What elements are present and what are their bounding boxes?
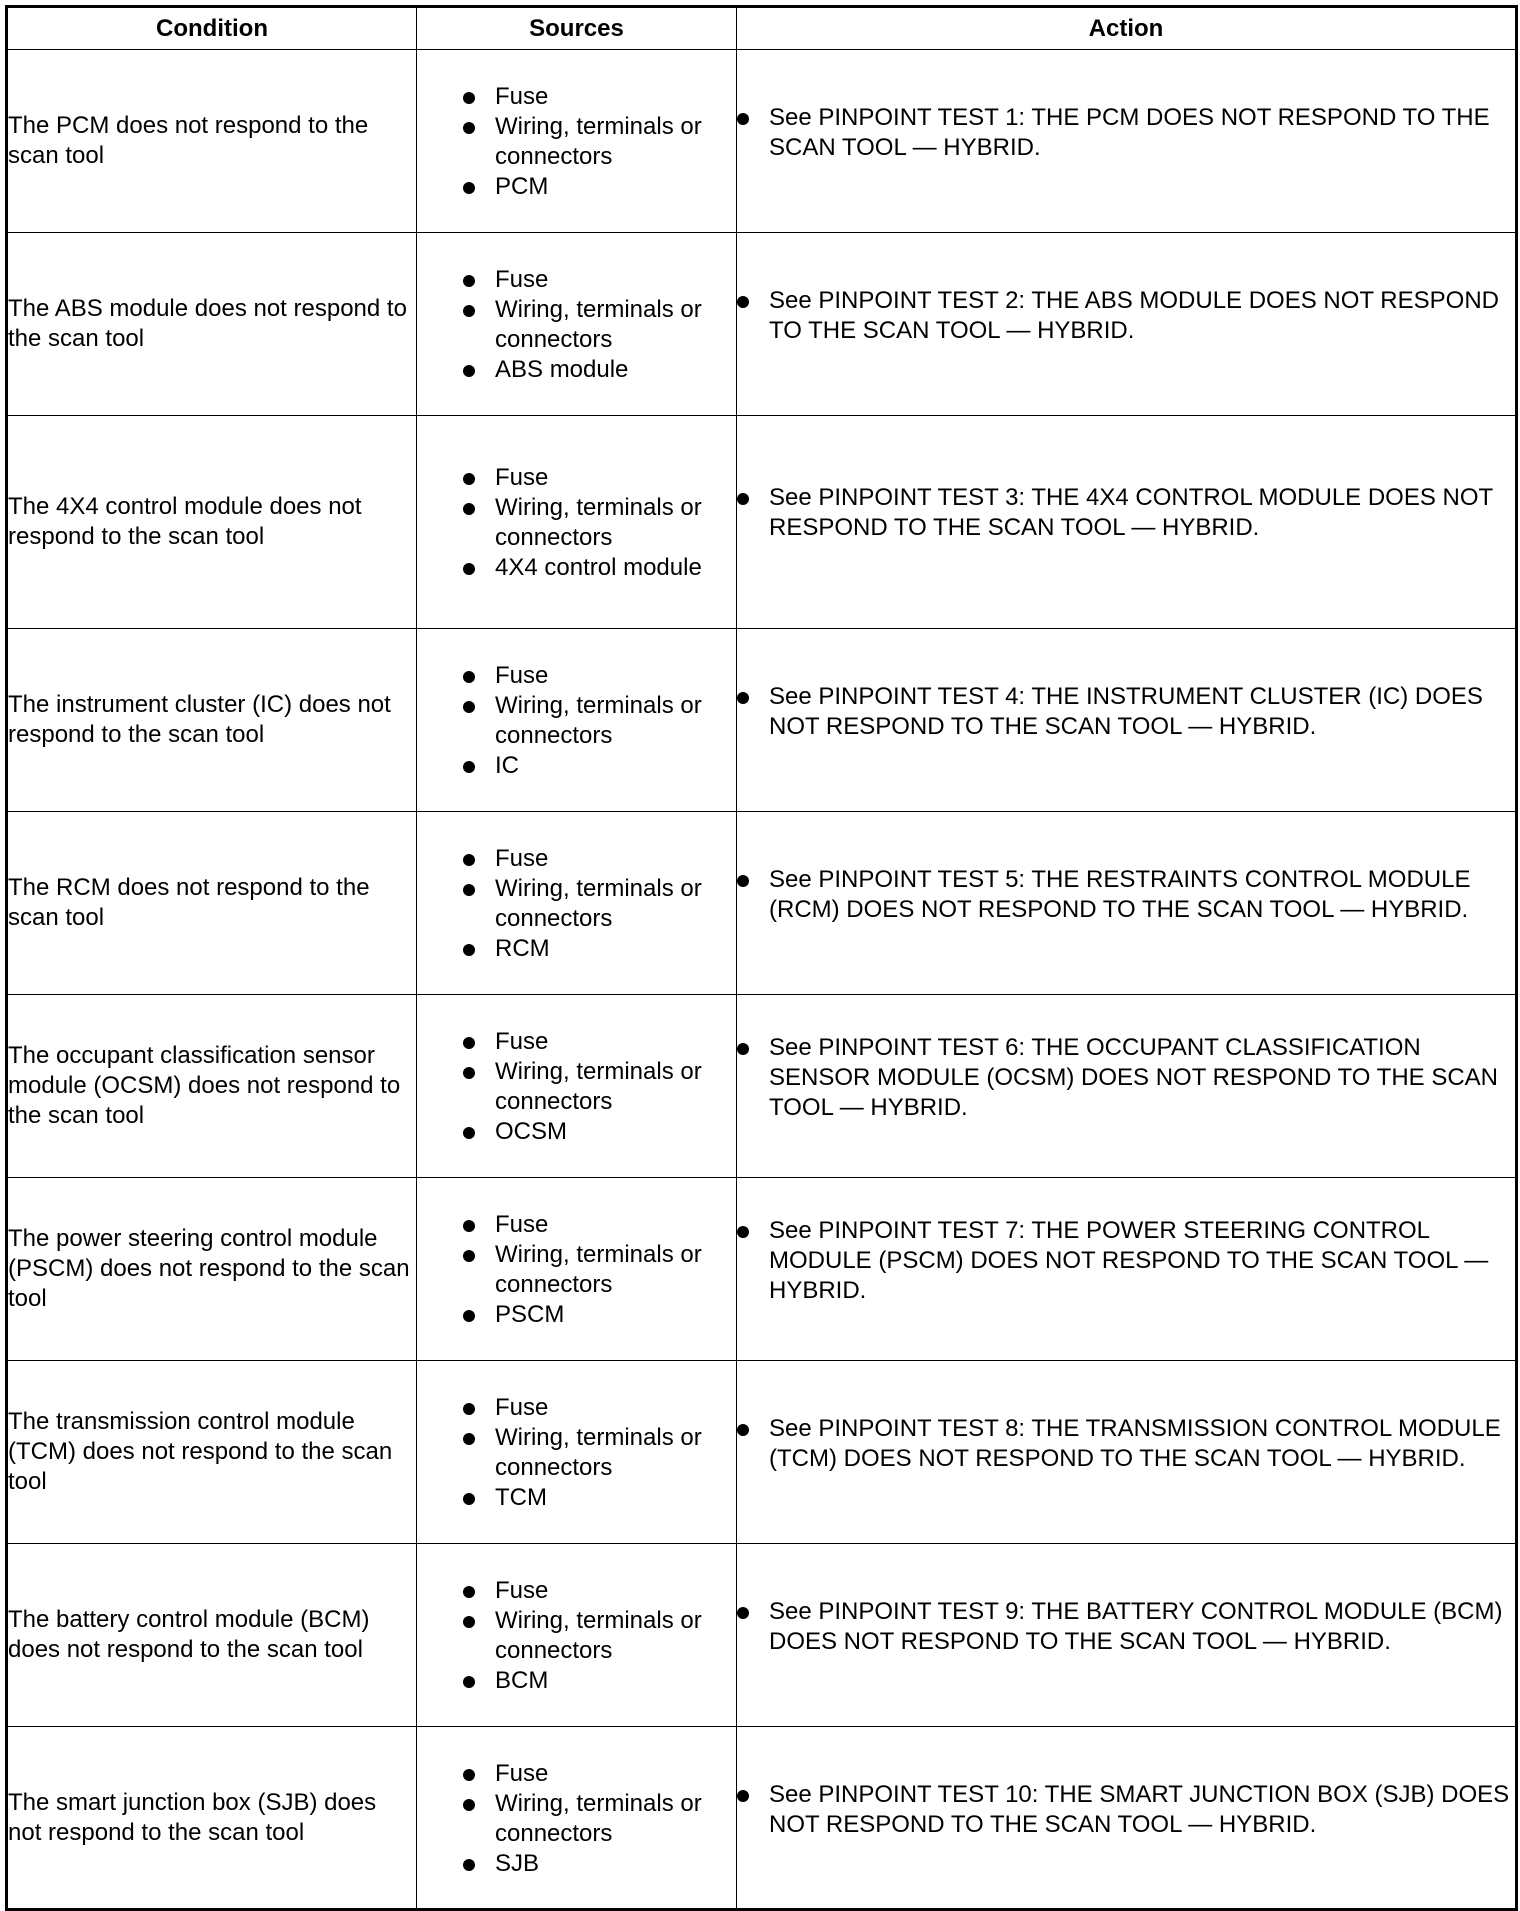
- source-item: PCM: [463, 172, 726, 202]
- action-text: See PINPOINT TEST 2: THE ABS MODULE DOES NOT RESPOND TO THE SCAN TOOL — HYBRID.: [737, 286, 1515, 346]
- source-item: Wiring, terminals or connectors: [463, 295, 726, 355]
- action-cell: [737, 812, 1517, 995]
- condition-cell: The power steering control module (PSCM) does not respond to the scan tool: [7, 1178, 417, 1361]
- source-item: Wiring, terminals or connectors: [463, 1423, 726, 1483]
- action-text: See PINPOINT TEST 3: THE 4X4 CONTROL MODULE DOES NOT RESPOND TO THE SCAN TOOL — HYBRID.: [737, 483, 1515, 543]
- sources-list: [417, 259, 736, 389]
- action-cell: [737, 416, 1517, 629]
- action-text: See PINPOINT TEST 10: THE SMART JUNCTION BOX (SJB) DOES NOT RESPOND TO THE SCAN TOOL — HYBRID.: [737, 1780, 1515, 1840]
- action-cell: [737, 1361, 1517, 1544]
- action-cell: [737, 1178, 1517, 1361]
- sources-list: [417, 1204, 736, 1334]
- table-row: [7, 812, 1517, 995]
- sources-cell: [417, 416, 737, 629]
- source-item: Wiring, terminals or connectors: [463, 1606, 726, 1666]
- sources-list: [417, 1753, 736, 1883]
- sources-cell: [417, 995, 737, 1178]
- sources-cell: [417, 629, 737, 812]
- condition-cell: The PCM does not respond to the scan tool: [7, 50, 417, 233]
- source-item: Fuse: [463, 265, 726, 295]
- source-item: TCM: [463, 1483, 726, 1513]
- action-cell: [737, 1727, 1517, 1910]
- sources-list: [417, 838, 736, 968]
- sources-list: [417, 1387, 736, 1517]
- table-header-row: [7, 7, 1517, 50]
- action-cell: [737, 629, 1517, 812]
- source-item: Wiring, terminals or connectors: [463, 874, 726, 934]
- source-item: IC: [463, 751, 726, 781]
- action-cell: [737, 1544, 1517, 1727]
- sources-list: [417, 655, 736, 785]
- source-item: Fuse: [463, 82, 726, 112]
- table-row: [7, 995, 1517, 1178]
- source-item: Fuse: [463, 661, 726, 691]
- source-item: ABS module: [463, 355, 726, 385]
- source-item: Fuse: [463, 1576, 726, 1606]
- header-condition: Condition: [7, 7, 417, 50]
- action-cell: [737, 995, 1517, 1178]
- table-row: [7, 629, 1517, 812]
- source-item: PSCM: [463, 1300, 726, 1330]
- action-text: See PINPOINT TEST 8: THE TRANSMISSION CONTROL MODULE (TCM) DOES NOT RESPOND TO THE SCAN TOOL — HYBRID.: [737, 1414, 1515, 1474]
- sources-cell: [417, 1178, 737, 1361]
- sources-list: [417, 76, 736, 206]
- condition-cell: The 4X4 control module does not respond to the scan tool: [7, 416, 417, 629]
- condition-cell: The battery control module (BCM) does not respond to the scan tool: [7, 1544, 417, 1727]
- sources-list: [417, 457, 736, 587]
- source-item: Fuse: [463, 463, 726, 493]
- action-text: See PINPOINT TEST 1: THE PCM DOES NOT RESPOND TO THE SCAN TOOL — HYBRID.: [737, 103, 1515, 163]
- action-cell: [737, 233, 1517, 416]
- source-item: Wiring, terminals or connectors: [463, 691, 726, 751]
- condition-cell: The transmission control module (TCM) does not respond to the scan tool: [7, 1361, 417, 1544]
- sources-cell: [417, 50, 737, 233]
- source-item: BCM: [463, 1666, 726, 1696]
- sources-cell: [417, 1544, 737, 1727]
- sources-cell: [417, 812, 737, 995]
- source-item: Fuse: [463, 844, 726, 874]
- header-action: Action: [737, 7, 1517, 50]
- action-text: See PINPOINT TEST 6: THE OCCUPANT CLASSIFICATION SENSOR MODULE (OCSM) DOES NOT RESPOND TO THE SCAN TOOL — HYBRID.: [737, 1033, 1515, 1123]
- source-item: 4X4 control module: [463, 553, 726, 583]
- source-item: SJB: [463, 1849, 726, 1879]
- diagnostic-table: [5, 5, 1518, 1911]
- source-item: Fuse: [463, 1027, 726, 1057]
- action-text: See PINPOINT TEST 4: THE INSTRUMENT CLUSTER (IC) DOES NOT RESPOND TO THE SCAN TOOL — HYBRID.: [737, 682, 1515, 742]
- table-row: [7, 50, 1517, 233]
- action-text: See PINPOINT TEST 5: THE RESTRAINTS CONTROL MODULE (RCM) DOES NOT RESPOND TO THE SCAN TOOL — HYBRID.: [737, 865, 1515, 925]
- action-text: See PINPOINT TEST 7: THE POWER STEERING CONTROL MODULE (PSCM) DOES NOT RESPOND TO THE SCAN TOOL — HYBRID.: [737, 1216, 1515, 1306]
- source-item: Wiring, terminals or connectors: [463, 1240, 726, 1300]
- source-item: Fuse: [463, 1393, 726, 1423]
- source-item: RCM: [463, 934, 726, 964]
- source-item: Fuse: [463, 1759, 726, 1789]
- table-row: [7, 416, 1517, 629]
- condition-cell: The smart junction box (SJB) does not respond to the scan tool: [7, 1727, 417, 1910]
- action-cell: [737, 50, 1517, 233]
- table-row: [7, 233, 1517, 416]
- sources-list: [417, 1570, 736, 1700]
- table-row: [7, 1361, 1517, 1544]
- header-sources: Sources: [417, 7, 737, 50]
- condition-cell: The instrument cluster (IC) does not respond to the scan tool: [7, 629, 417, 812]
- table-row: [7, 1178, 1517, 1361]
- source-item: Wiring, terminals or connectors: [463, 1789, 726, 1849]
- source-item: Wiring, terminals or connectors: [463, 112, 726, 172]
- sources-list: [417, 1021, 736, 1151]
- condition-cell: The occupant classification sensor module (OCSM) does not respond to the scan tool: [7, 995, 417, 1178]
- action-text: See PINPOINT TEST 9: THE BATTERY CONTROL MODULE (BCM) DOES NOT RESPOND TO THE SCAN TOOL — HYBRID.: [737, 1597, 1515, 1657]
- table-row: [7, 1544, 1517, 1727]
- source-item: Wiring, terminals or connectors: [463, 1057, 726, 1117]
- table-row: [7, 1727, 1517, 1910]
- sources-cell: [417, 1727, 737, 1910]
- source-item: OCSM: [463, 1117, 726, 1147]
- sources-cell: [417, 233, 737, 416]
- condition-cell: The ABS module does not respond to the scan tool: [7, 233, 417, 416]
- sources-cell: [417, 1361, 737, 1544]
- source-item: Wiring, terminals or connectors: [463, 493, 726, 553]
- source-item: Fuse: [463, 1210, 726, 1240]
- condition-cell: The RCM does not respond to the scan tool: [7, 812, 417, 995]
